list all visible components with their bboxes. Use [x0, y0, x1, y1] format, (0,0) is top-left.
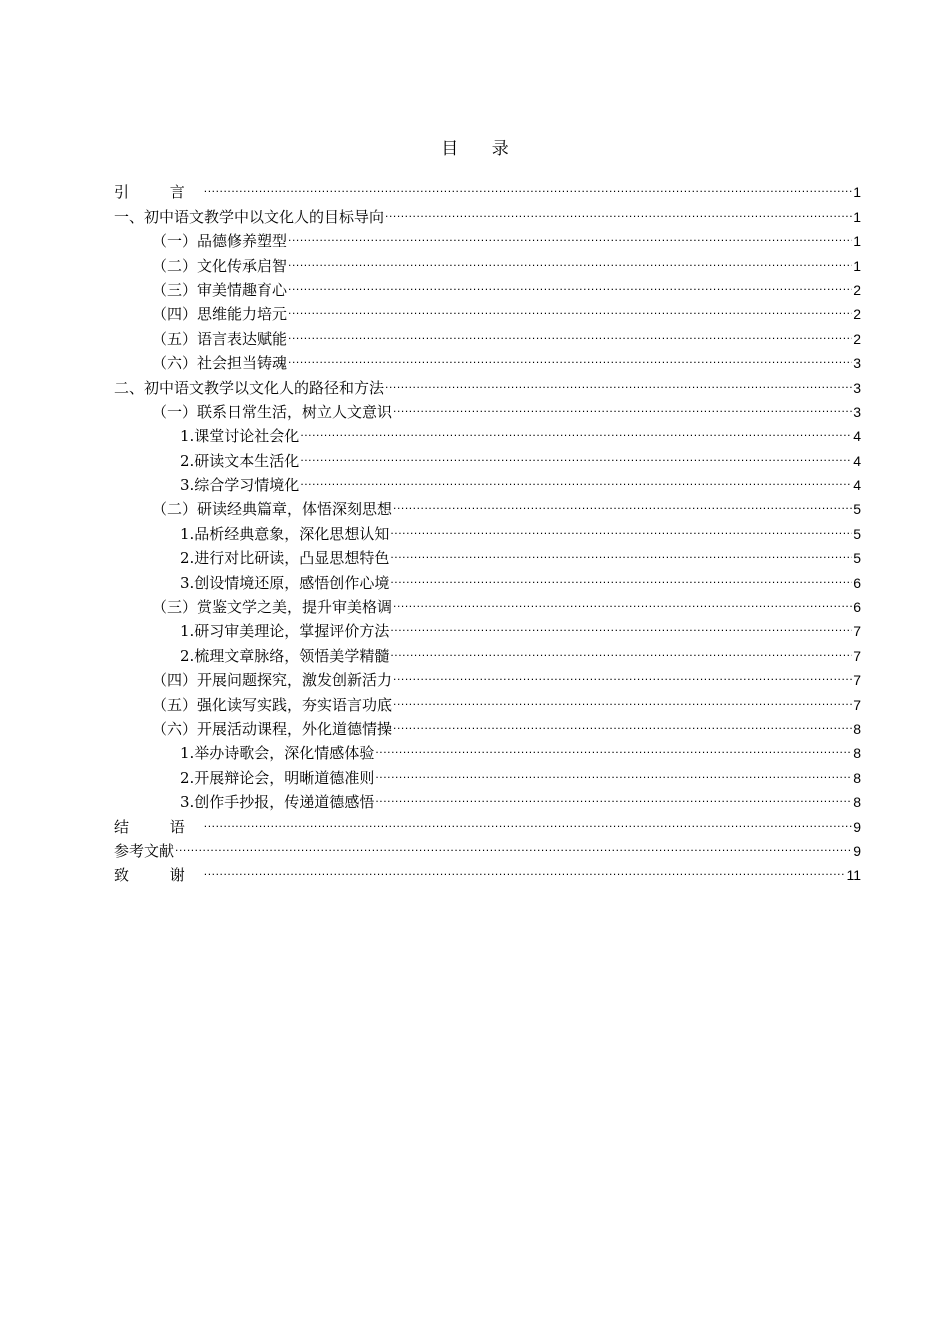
toc-entry-title: （六）开展活动课程，外化道德情操: [152, 719, 393, 738]
toc-entry-page-number: 2: [853, 330, 861, 347]
dot-leader: [375, 734, 852, 758]
toc-entry-page-number: 5: [853, 550, 861, 567]
toc-entry-page-number: 8: [853, 745, 861, 762]
dot-leader: [288, 295, 852, 319]
dot-leader: [204, 856, 846, 880]
dot-leader: [175, 832, 852, 856]
toc-entry-page-number: 9: [853, 818, 861, 835]
dot-leader: [393, 490, 852, 514]
toc-entry-title: （四）思维能力培元: [152, 305, 288, 324]
dot-leader: [300, 441, 852, 465]
dot-leader: [288, 319, 852, 343]
toc-entry-title: 2.进行对比研读，凸显思想特色: [180, 549, 390, 568]
toc-entry-title: 1.品析经典意象，深化思想认知: [180, 524, 390, 543]
toc-entry-page-number: 1: [853, 184, 861, 201]
toc-entry-page-number: 7: [853, 647, 861, 664]
dot-leader: [204, 173, 852, 197]
dot-leader: [288, 222, 852, 246]
toc-entry-page-number: 1: [853, 257, 861, 274]
toc-entry-page-number: 8: [853, 720, 861, 737]
toc-entry-page-number: 1: [853, 208, 861, 225]
toc-entry-title: 1.课堂讨论社会化: [180, 427, 300, 446]
toc-entry-page-number: 6: [853, 574, 861, 591]
toc-entry-title: 结 语: [114, 817, 203, 836]
toc-entry-page-number: 1: [853, 233, 861, 250]
dot-leader: [375, 783, 852, 807]
toc-entry-title: （四）开展问题探究，激发创新活力: [152, 671, 393, 690]
toc-entry-title: （五）语言表达赋能: [152, 329, 288, 348]
toc-entry-title: （三）审美情趣育心: [152, 280, 288, 299]
dot-leader: [390, 612, 852, 636]
dot-leader: [385, 197, 852, 221]
toc-entry-page-number: 4: [853, 477, 861, 494]
toc-entry-page-number: 11: [846, 867, 861, 884]
dot-leader: [300, 417, 852, 441]
toc-entry-title: 二、初中语文教学以文化人的路径和方法: [114, 378, 385, 397]
toc-entry-page-number: 8: [853, 769, 861, 786]
toc-entry[interactable]: [114, 173, 861, 202]
dot-leader: [393, 710, 852, 734]
toc-entry-page-number: 8: [853, 794, 861, 811]
toc-entry-title: 3.创设情境还原，感悟创作心境: [180, 573, 390, 592]
dot-leader: [390, 563, 852, 587]
dot-leader: [288, 246, 852, 270]
dot-leader: [393, 685, 852, 709]
toc-entry-page-number: 7: [853, 623, 861, 640]
toc-entry[interactable]: [114, 832, 861, 860]
toc-entry-title: 1.举办诗歌会，深化情感体验: [180, 744, 375, 763]
toc-entry-title: （六）社会担当铸魂: [152, 354, 288, 373]
toc-entry-title: 引 言: [114, 183, 203, 202]
dot-leader: [375, 758, 852, 782]
toc-entry-title: （三）赏鉴文学之美，提升审美格调: [152, 598, 393, 617]
dot-leader: [204, 807, 852, 831]
dot-leader: [385, 368, 852, 392]
toc-entry-page-number: 9: [853, 842, 861, 859]
toc-entry-title: （二）文化传承启智: [152, 256, 288, 275]
toc-entry-page-number: 3: [853, 379, 861, 396]
toc-entry-title: 3.综合学习情境化: [180, 476, 300, 495]
toc-entry-page-number: 2: [853, 306, 861, 323]
dot-leader: [288, 271, 852, 295]
toc-entry-title: 1.研习审美理论，掌握评价方法: [180, 622, 390, 641]
toc-entry[interactable]: [114, 197, 861, 226]
toc-entry-page-number: 3: [853, 403, 861, 420]
dot-leader: [300, 466, 852, 490]
toc-entry-title: 2.研读文本生活化: [180, 451, 300, 470]
dot-leader: [390, 636, 852, 660]
toc-entry-page-number: 4: [853, 452, 861, 469]
toc-entry-page-number: 7: [853, 672, 861, 689]
toc-entry-title: （二）研读经典篇章，体悟深刻思想: [152, 500, 393, 519]
toc-entry-title: 3.创作手抄报，传递道德感悟: [180, 793, 375, 812]
toc-entry-page-number: 6: [853, 599, 861, 616]
toc-entry-title: 2.开展辩论会，明晰道德准则: [180, 768, 375, 787]
dot-leader: [390, 514, 852, 538]
toc-entry-page-number: 7: [853, 696, 861, 713]
toc-entry-page-number: 2: [853, 281, 861, 298]
dot-leader: [288, 344, 852, 368]
table-of-contents: [114, 173, 861, 885]
dot-leader: [393, 393, 852, 417]
toc-entry-page-number: 5: [853, 501, 861, 518]
dot-leader: [393, 661, 852, 685]
page-title: 目 录: [441, 139, 523, 159]
toc-entry[interactable]: [114, 807, 861, 836]
toc-entry-title: 一、初中语文教学中以文化人的目标导向: [114, 207, 385, 226]
toc-entry-title: 2.梳理文章脉络，领悟美学精髓: [180, 646, 390, 665]
dot-leader: [390, 539, 852, 563]
dot-leader: [393, 588, 852, 612]
toc-entry-page-number: 5: [853, 525, 861, 542]
toc-entry-title: （一）联系日常生活，树立人文意识: [152, 402, 393, 421]
toc-entry-page-number: 3: [853, 355, 861, 372]
toc-entry-title: 致 谢: [114, 866, 203, 885]
toc-entry[interactable]: [114, 856, 861, 885]
toc-entry-title: （一）品德修养塑型: [152, 232, 288, 251]
toc-entry-title: 参考文献: [114, 841, 175, 860]
toc-entry-title: （五）强化读写实践，夯实语言功底: [152, 695, 393, 714]
toc-entry-page-number: 4: [853, 428, 861, 445]
